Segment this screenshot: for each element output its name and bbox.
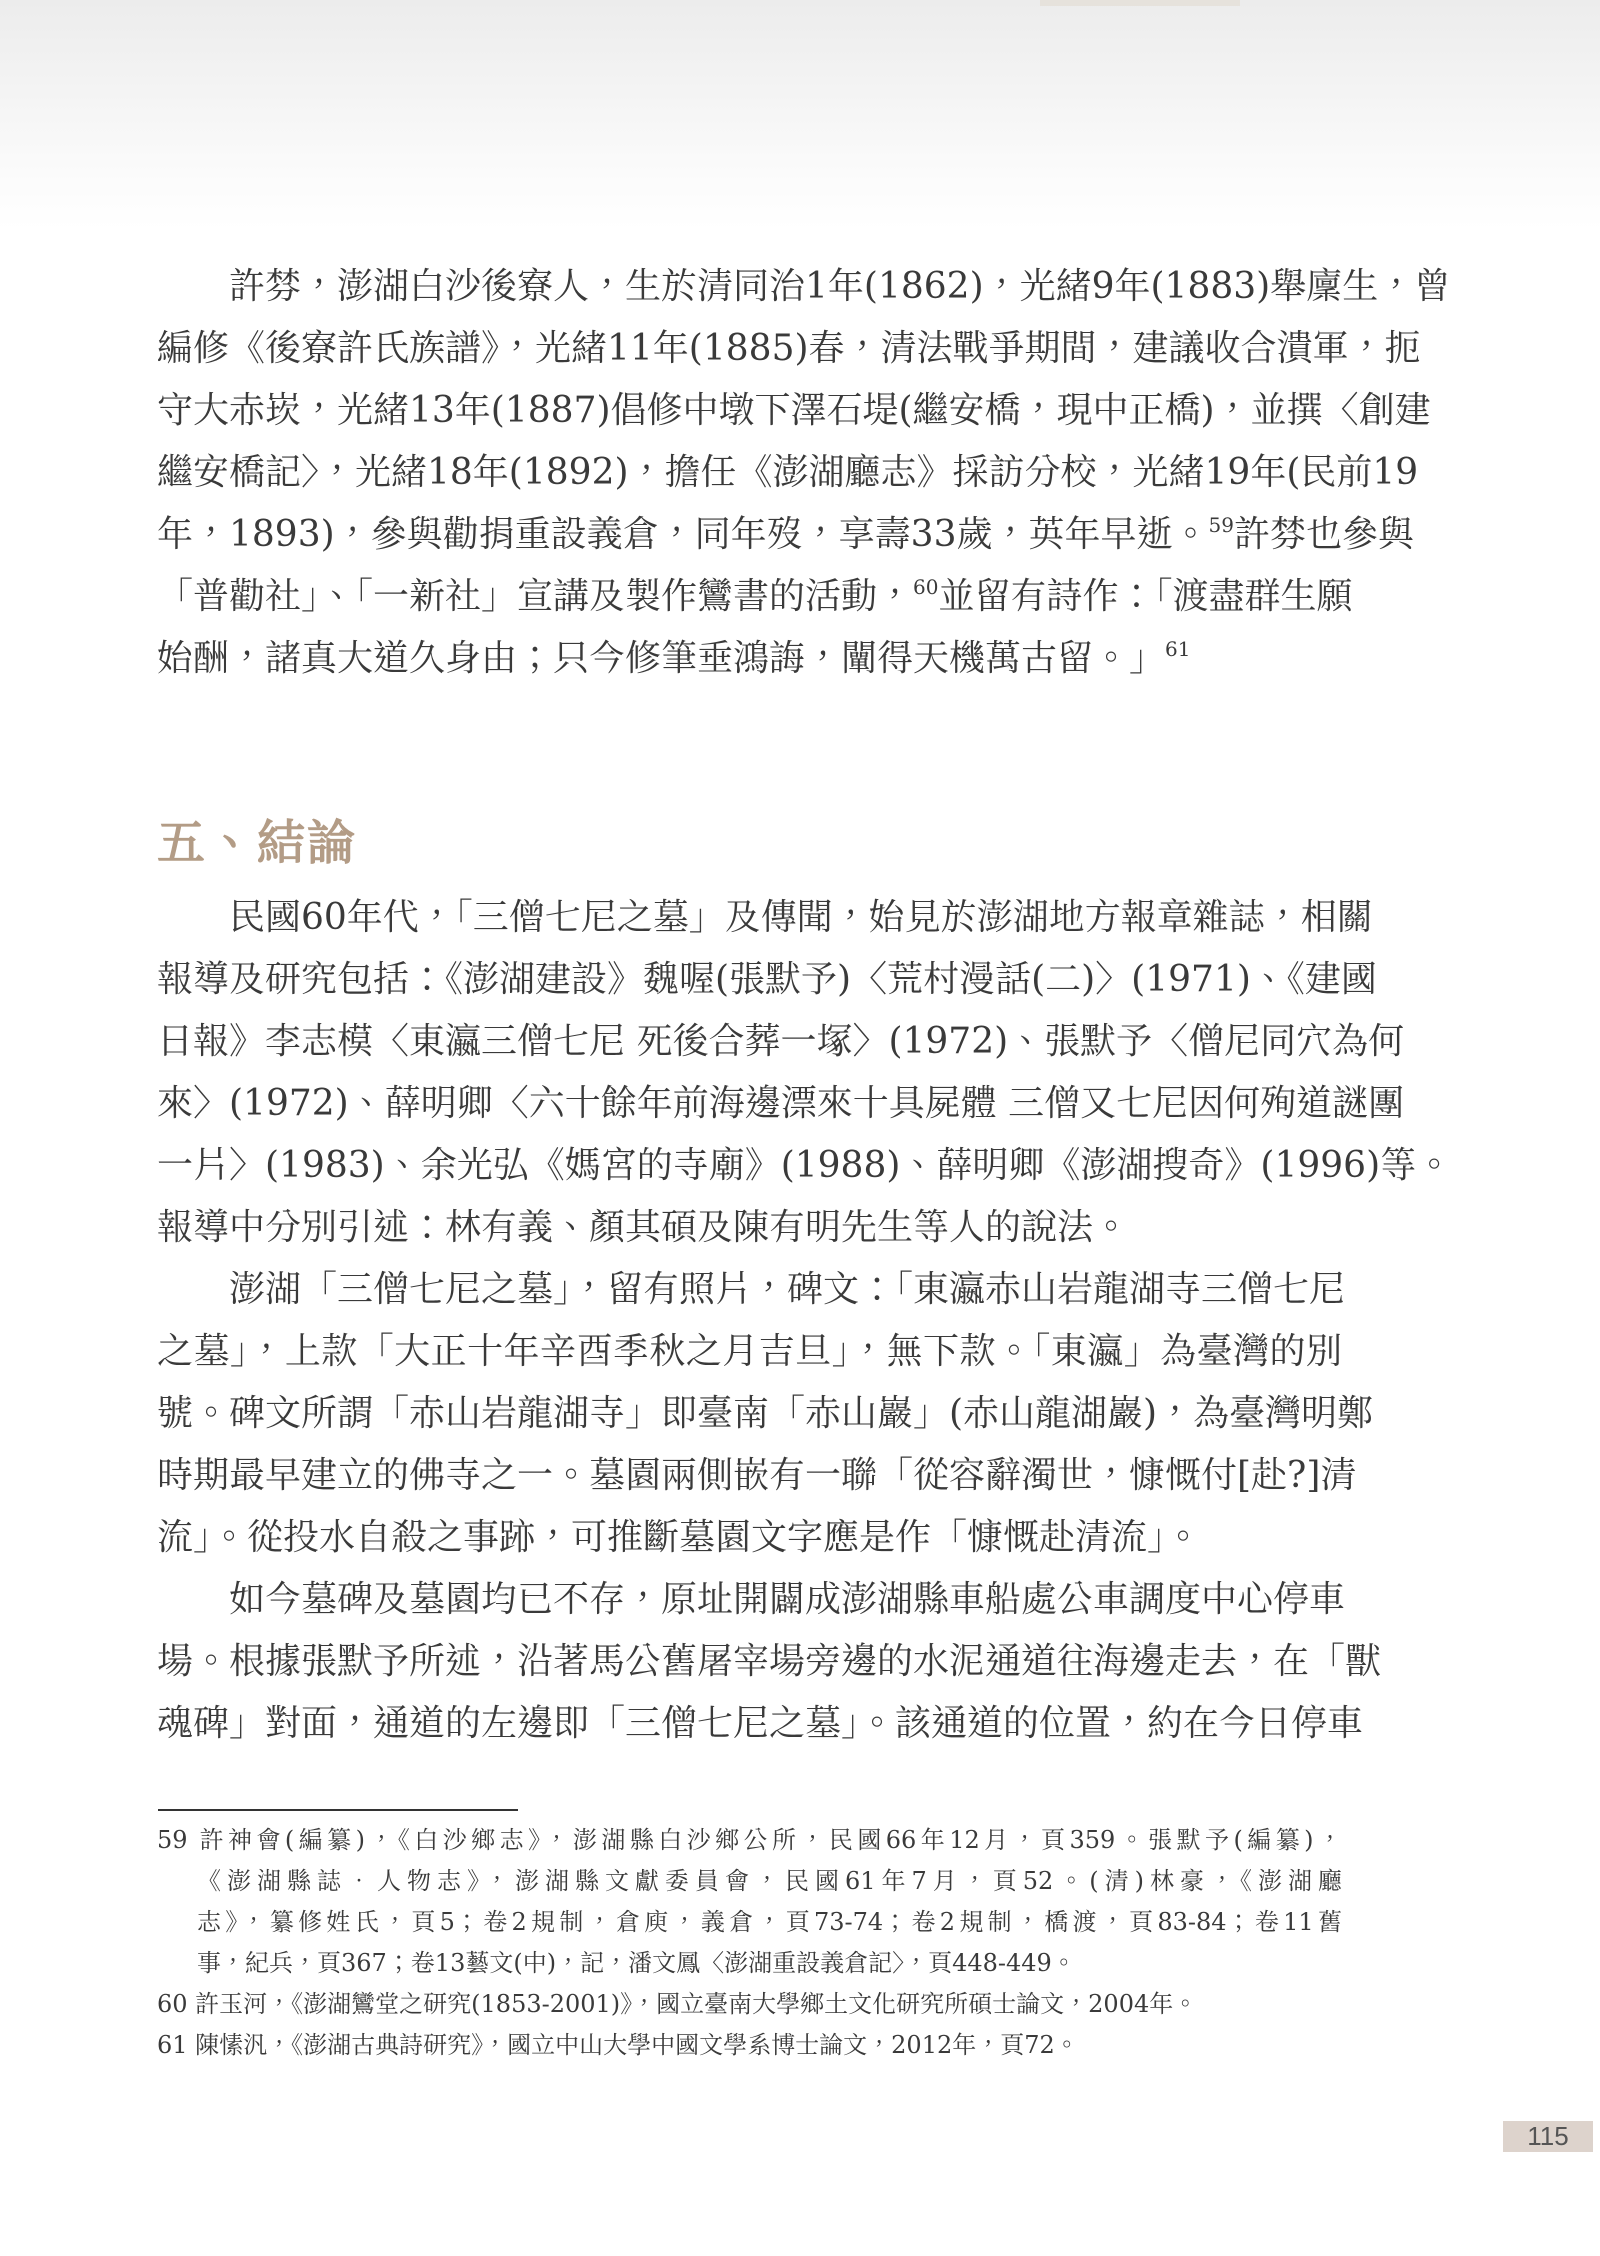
text-segment: 如今墓碑及墓園均已不存，原址開闢成澎湖縣車船處公車調度中心停車 [229,1579,1346,1620]
footnote-line: 志》，纂修姓氏，頁5；卷2規制，倉庾，義倉，頁73-74；卷2規制，橋渡，頁83-84；卷11舊 [197,1908,1342,1936]
footnote-ref[interactable]: 59 [1208,513,1234,537]
text-line [157,380,1431,442]
text-segment: 並留有詩作：「渡盡群生願 [938,576,1353,617]
text-line [157,1259,1346,1321]
text-segment: 民國60年代，「三僧七尼之墓」及傳聞，始見於澎湖地方報章雜誌，相關 [229,897,1373,938]
text-line [157,1445,1357,1507]
text-segment: 之墓」，上款「大正十年辛酉季秋之月吉旦」，無下款。「東瀛」為臺灣的別 [157,1331,1342,1372]
footnote-line: 61 陳愫汎，《澎湖古典詩研究》，國立中山大學中國文學系博士論文，2012年，頁72。 [157,2031,1079,2059]
footnote-divider [158,1809,518,1811]
text-segment: 繼安橋記〉，光緒18年(1892)，擔任《澎湖廳志》採訪分校，光緒19年(民前19 [157,452,1419,493]
text-line [157,318,1421,380]
footnote-line: 59 許神會(編纂)，《白沙鄉志》，澎湖縣白沙鄉公所，民國66年12月，頁359。張默予(編纂)， [157,1826,1342,1854]
text-segment: 時期最早建立的佛寺之一。墓園兩側嵌有一聯「從容辭濁世，慷慨付[赴?]清 [157,1455,1357,1496]
footnote-ref[interactable]: 60 [913,575,939,599]
footnote-ref[interactable]: 61 [1165,637,1191,661]
text-line [157,949,1377,1011]
text-line [157,1631,1382,1693]
text-segment: 守大赤崁，光緒13年(1887)倡修中墩下澤石堤(繼安橋，現中正橋)，並撰〈創建 [157,390,1431,431]
section-heading: 五、結論 [157,815,358,871]
page-number: 115 [1503,2121,1593,2152]
text-segment: 許棼也參與 [1233,514,1414,555]
text-line [157,1073,1405,1135]
text-segment: 始酬，諸真大道久身由；只今修筆垂鴻誨，闡得天機萬古留。」 [157,638,1166,679]
text-line [157,1011,1405,1073]
text-segment: 一片〉(1983)、余光弘《媽宮的寺廟》(1988)、薛明卿《澎湖搜奇》(1996)等。 [157,1145,1453,1186]
text-segment: 場。根據張默予所述，沿著馬公舊屠宰場旁邊的水泥通道往海邊走去，在「獸 [157,1641,1382,1682]
paragraph-block-intro [157,256,1451,690]
text-segment: 流」。從投水自殺之事跡，可推斷墓園文字應是作「慷慨赴清流」。 [157,1517,1202,1558]
text-segment: 號。碑文所謂「赤山岩龍湖寺」即臺南「赤山巖」(赤山龍湖巖)，為臺灣明鄭 [157,1393,1374,1434]
text-line [157,1135,1453,1197]
footnote-line: 事，紀兵，頁367；卷13藝文(中)，記，潘文鳳〈澎湖重設義倉記〉，頁448-449。 [197,1949,1076,1977]
text-segment: 魂碑」對面，通道的左邊即「三僧七尼之墓」。該通道的位置，約在今日停車 [157,1703,1364,1744]
footnote-line: 《澎湖縣誌．人物志》，澎湖縣文獻委員會，民國61年7月，頁52。(清)林豪，《澎湖廳 [197,1867,1342,1895]
text-line [157,1693,1364,1755]
text-line [157,566,1353,628]
text-line [157,504,1414,566]
text-segment: 報導中分別引述：林有義、顏其碩及陳有明先生等人的說法。 [157,1207,1130,1248]
text-segment: 日報》李志模〈東瀛三僧七尼 死後合葬一塚〉(1972)、張默予〈僧尼同穴為何 [157,1021,1405,1062]
footnotes [157,1820,1342,2066]
text-line [157,1507,1342,1569]
text-line [157,442,1419,504]
text-line [157,1383,1374,1445]
paragraph-block-conclusion [157,887,1453,1755]
text-segment: 澎湖「三僧七尼之墓」，留有照片，碑文：「東瀛赤山岩龍湖寺三僧七尼 [229,1269,1346,1310]
text-segment: 編修《後寮許氏族譜》，光緒11年(1885)春，清法戰爭期間，建議收合潰軍，扼 [157,328,1421,369]
text-line [157,1197,1342,1259]
text-segment: 年，1893)，參與勸捐重設義倉，同年歿，享壽33歲，英年早逝。 [157,514,1209,555]
text-line [157,1569,1346,1631]
text-segment: 「普勸社」、「一新社」宣講及製作鸞書的活動， [157,576,914,617]
text-segment: 來〉(1972)、薛明卿〈六十餘年前海邊漂來十具屍體 三僧又七尼因何殉道謎團 [157,1083,1405,1124]
scan-top-mark [1040,0,1240,6]
text-line [157,1321,1342,1383]
text-line [157,628,1342,690]
text-line [157,887,1373,949]
scan-top-shadow [0,0,1600,230]
text-segment: 報導及研究包括：《澎湖建設》魏喔(張默予)〈荒村漫話(二)〉(1971)、《建國 [157,959,1377,1000]
footnote-line: 60 許玉河，《澎湖鸞堂之研究(1853-2001)》，國立臺南大學鄉土文化研究所碩士論文，2004年。 [157,1990,1198,2018]
text-line [157,256,1451,318]
text-segment: 許棼，澎湖白沙後寮人，生於清同治1年(1862)，光緒9年(1883)舉廩生，曾 [229,266,1451,307]
